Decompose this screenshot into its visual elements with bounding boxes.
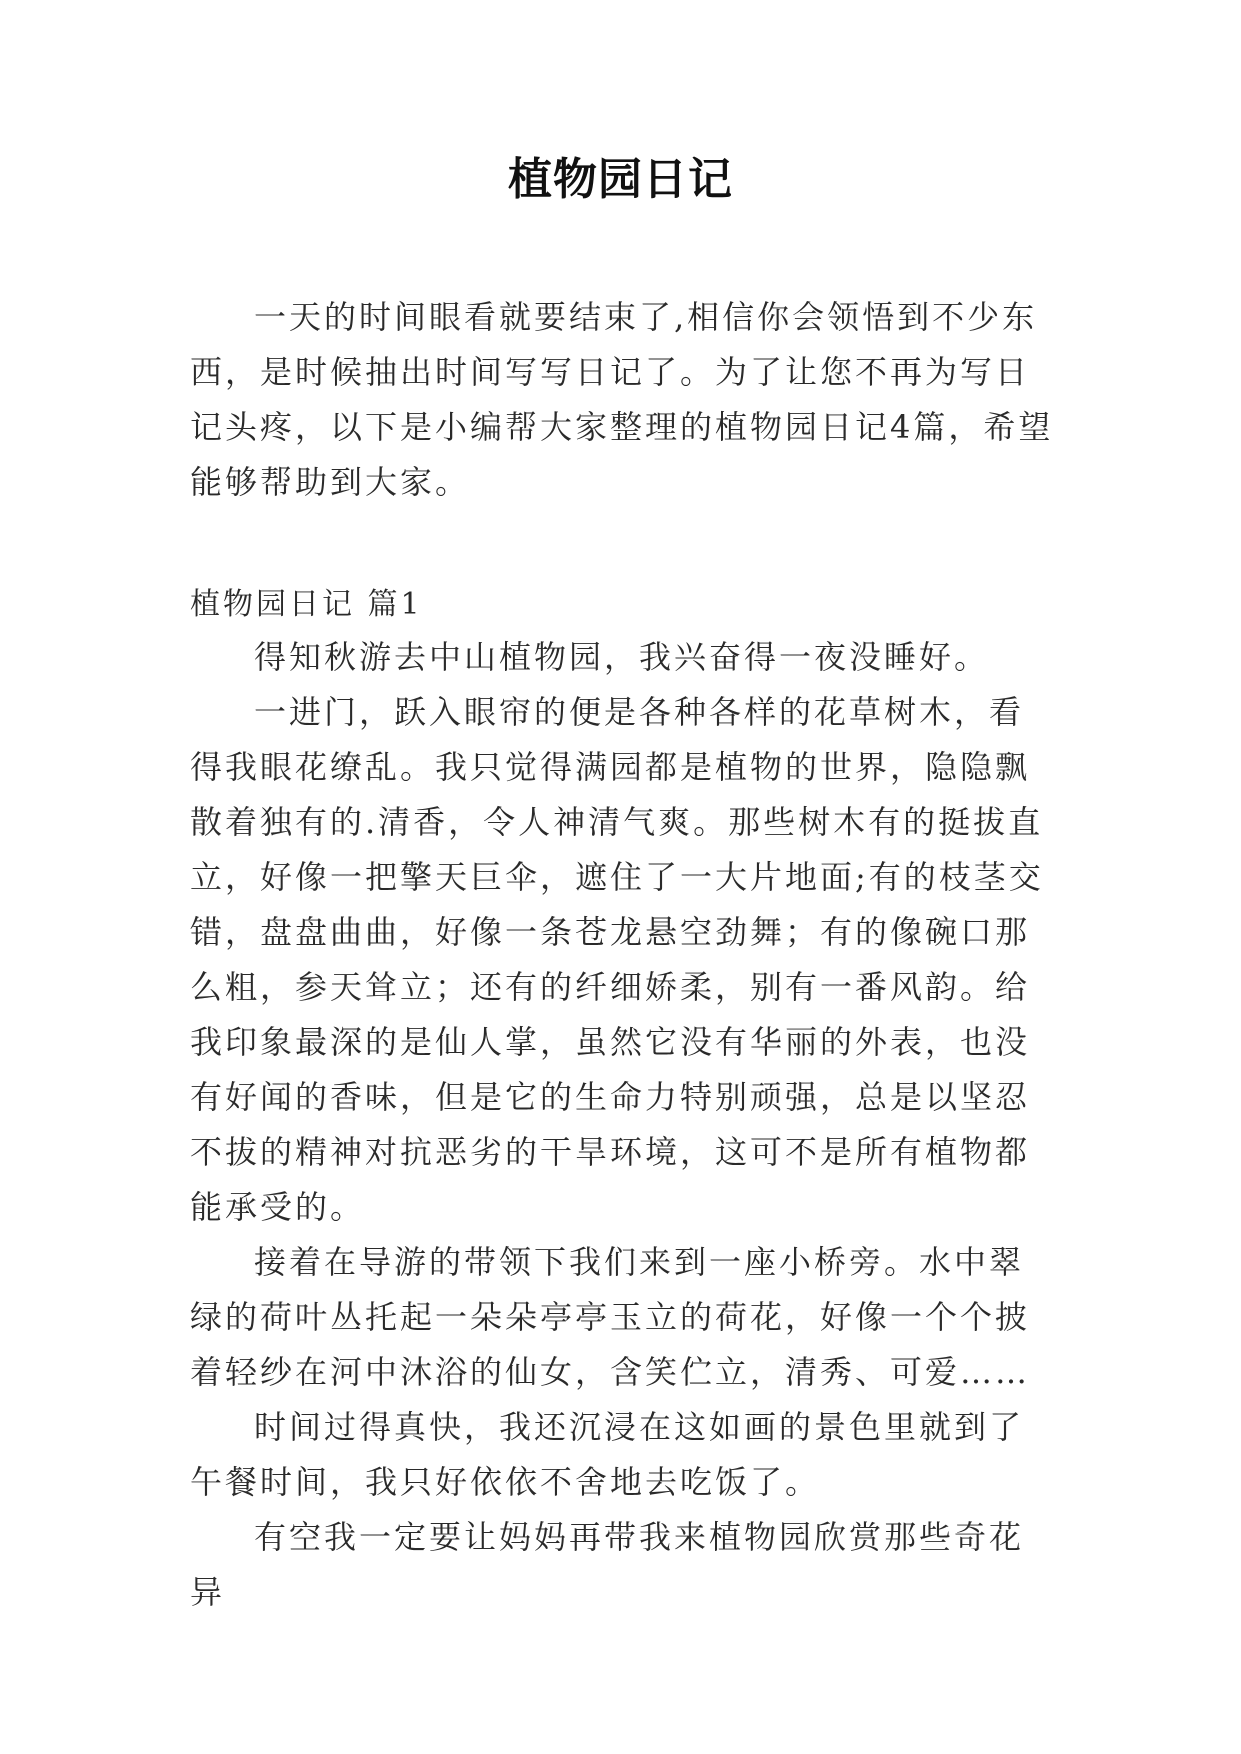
paragraph-5: 有空我一定要让妈妈再带我来植物园欣赏那些奇花异 — [190, 1518, 1025, 1611]
intro-block — [190, 290, 1054, 510]
intro-paragraph: 一天的时间眼看就要结束了,相信你会领悟到不少东西，是时候抽出时间写写日记了。为了让您不再为写日记头疼，以下是小编帮大家整理的植物园日记4篇，希望能够帮助到大家。 — [190, 298, 1054, 501]
paragraph-4: 时间过得真快，我还沉浸在这如画的景色里就到了午餐时间，我只好依依不舍地去吃饭了。 — [190, 1408, 1025, 1501]
paragraph-1: 得知秋游去中山植物园，我兴奋得一夜没睡好。 — [254, 638, 990, 676]
section-1 — [190, 580, 1054, 1620]
paragraph-3: 接着在导游的带领下我们来到一座小桥旁。水中翠绿的荷叶丛托起一朵朵亭亭玉立的荷花，好像一个个披着轻纱在河中沐浴的仙女，含笑伫立，清秀、可爱…… — [190, 1243, 1031, 1391]
section-heading: 植物园日记 篇1 — [190, 587, 423, 622]
document-title: 植物园日记 — [508, 154, 733, 205]
paragraph-2: 一进门，跃入眼帘的便是各种各样的花草树木，看得我眼花缭乱。我只觉得满园都是植物的世界，隐隐飘散着独有的.清香，令人神清气爽。那些树木有的挺拔直立，好像一把擎天巨伞，遮住了一大片地面;有的枝茎交错，盘盘曲曲，好像一条苍龙悬空劲舞；有的像碗口那么粗，参天耸立；还有的纤细娇柔，别有一番风韵。给我印象最深的是仙人掌，虽然它没有华丽的外表，也没有好闻的香味，但是它的生命力特别顽强，总是以坚忍不拔的精神对抗恶劣的干旱环境，这可不是所有植物都能承受的。 — [190, 693, 1044, 1226]
